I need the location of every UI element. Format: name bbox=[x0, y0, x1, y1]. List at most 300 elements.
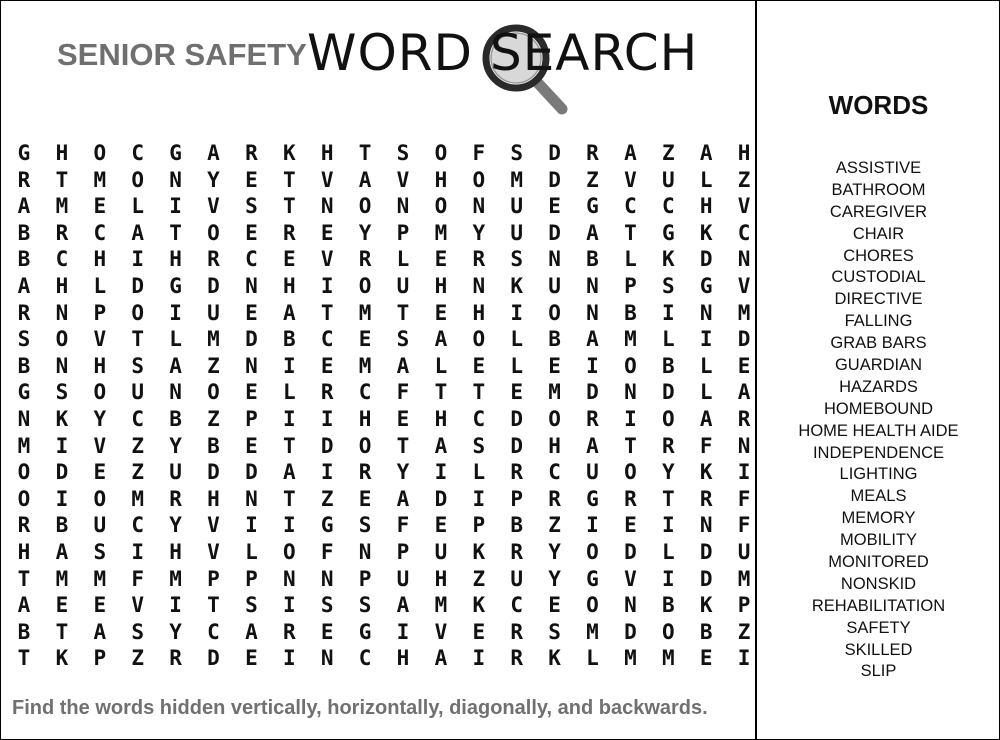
grid-letter[interactable]: M bbox=[358, 353, 372, 378]
grid-letter[interactable]: N bbox=[358, 540, 372, 564]
grid-letter[interactable]: U bbox=[169, 460, 182, 485]
grid-letter[interactable]: K bbox=[661, 247, 675, 272]
grid-letter[interactable]: K bbox=[55, 646, 69, 671]
grid-letter[interactable]: V bbox=[131, 593, 145, 618]
grid-letter[interactable]: L bbox=[245, 540, 258, 564]
grid-letter[interactable]: A bbox=[624, 141, 637, 165]
grid-letter[interactable]: L bbox=[396, 247, 410, 272]
grid-letter[interactable]: A bbox=[17, 274, 31, 298]
grid-letter[interactable]: O bbox=[93, 141, 107, 165]
grid-letter[interactable]: D bbox=[548, 220, 561, 245]
grid-letter[interactable]: O bbox=[472, 327, 486, 352]
grid-letter[interactable]: R bbox=[699, 486, 713, 511]
grid-letter[interactable]: E bbox=[548, 194, 561, 219]
grid-letter[interactable]: T bbox=[624, 220, 637, 245]
grid-letter[interactable]: S bbox=[358, 513, 372, 538]
grid-letter[interactable]: I bbox=[282, 513, 296, 538]
grid-letter[interactable]: D bbox=[624, 619, 637, 644]
grid-letter[interactable]: I bbox=[320, 274, 334, 298]
grid-letter[interactable]: I bbox=[169, 593, 182, 618]
grid-letter[interactable]: T bbox=[396, 300, 410, 325]
grid-letter[interactable]: R bbox=[472, 247, 486, 272]
grid-letter[interactable]: L bbox=[661, 327, 675, 352]
grid-letter[interactable]: Y bbox=[661, 460, 675, 485]
grid-letter[interactable]: C bbox=[510, 593, 524, 618]
grid-letter[interactable]: N bbox=[737, 433, 751, 458]
grid-letter[interactable]: B bbox=[169, 407, 182, 431]
grid-letter[interactable]: U bbox=[586, 460, 599, 485]
grid-letter[interactable]: O bbox=[17, 486, 31, 511]
grid-letter[interactable]: V bbox=[396, 167, 410, 192]
grid-letter[interactable]: N bbox=[245, 353, 258, 378]
grid-letter[interactable]: E bbox=[245, 220, 258, 245]
grid-letter[interactable]: O bbox=[358, 194, 372, 219]
grid-letter[interactable]: E bbox=[93, 460, 107, 485]
grid-letter[interactable]: C bbox=[320, 327, 334, 352]
grid-letter[interactable]: M bbox=[131, 486, 145, 511]
grid-letter[interactable]: L bbox=[699, 353, 713, 378]
grid-letter[interactable]: T bbox=[17, 566, 31, 591]
grid-letter[interactable]: N bbox=[282, 566, 296, 591]
grid-letter[interactable]: O bbox=[661, 619, 675, 644]
grid-letter[interactable]: U bbox=[661, 167, 675, 192]
grid-letter[interactable]: Z bbox=[131, 433, 145, 458]
grid-letter[interactable]: O bbox=[434, 141, 448, 165]
grid-letter[interactable]: E bbox=[510, 380, 524, 405]
grid-letter[interactable]: A bbox=[131, 220, 145, 245]
grid-letter[interactable]: U bbox=[510, 566, 524, 591]
grid-letter[interactable]: C bbox=[207, 619, 220, 644]
grid-letter[interactable]: M bbox=[624, 646, 637, 671]
grid-letter[interactable]: M bbox=[510, 167, 524, 192]
grid-letter[interactable]: O bbox=[358, 433, 372, 458]
grid-letter[interactable]: R bbox=[17, 513, 31, 538]
grid-letter[interactable]: R bbox=[624, 486, 637, 511]
grid-letter[interactable]: E bbox=[472, 619, 486, 644]
grid-letter[interactable]: O bbox=[548, 300, 561, 325]
grid-letter[interactable]: O bbox=[624, 460, 637, 485]
grid-letter[interactable]: R bbox=[737, 407, 751, 431]
grid-letter[interactable]: T bbox=[434, 380, 448, 405]
grid-letter[interactable]: D bbox=[737, 327, 751, 352]
grid-letter[interactable]: Y bbox=[93, 407, 107, 431]
grid-letter[interactable]: H bbox=[55, 141, 69, 165]
grid-letter[interactable]: I bbox=[169, 194, 182, 219]
grid-letter[interactable]: K bbox=[510, 274, 524, 298]
grid-letter[interactable]: M bbox=[548, 380, 561, 405]
grid-letter[interactable]: F bbox=[472, 141, 486, 165]
grid-letter[interactable]: L bbox=[93, 274, 107, 298]
grid-letter[interactable]: I bbox=[282, 593, 296, 618]
grid-letter[interactable]: M bbox=[169, 566, 182, 591]
grid-letter[interactable]: A bbox=[699, 141, 713, 165]
grid-letter[interactable]: E bbox=[358, 486, 372, 511]
grid-letter[interactable]: H bbox=[93, 353, 107, 378]
grid-letter[interactable]: E bbox=[434, 300, 448, 325]
grid-letter[interactable]: Y bbox=[548, 566, 561, 591]
grid-letter[interactable]: E bbox=[434, 247, 448, 272]
grid-letter[interactable]: G bbox=[17, 141, 31, 165]
grid-letter[interactable]: A bbox=[282, 300, 296, 325]
grid-letter[interactable]: V bbox=[207, 194, 220, 219]
grid-letter[interactable]: Y bbox=[472, 220, 486, 245]
grid-letter[interactable]: E bbox=[699, 646, 713, 671]
grid-letter[interactable]: E bbox=[396, 407, 410, 431]
grid-letter[interactable]: O bbox=[93, 380, 107, 405]
grid-letter[interactable]: D bbox=[245, 460, 258, 485]
grid-letter[interactable]: Z bbox=[207, 407, 220, 431]
grid-letter[interactable]: C bbox=[358, 646, 372, 671]
grid-letter[interactable]: A bbox=[282, 460, 296, 485]
grid-letter[interactable]: M bbox=[624, 327, 637, 352]
grid-letter[interactable]: P bbox=[472, 513, 486, 538]
grid-letter[interactable]: D bbox=[207, 274, 220, 298]
grid-letter[interactable]: V bbox=[93, 433, 107, 458]
grid-letter[interactable]: A bbox=[55, 540, 69, 564]
grid-letter[interactable]: D bbox=[207, 646, 220, 671]
grid-letter[interactable]: Y bbox=[207, 167, 220, 192]
grid-letter[interactable]: C bbox=[55, 247, 69, 272]
grid-letter[interactable]: A bbox=[434, 433, 448, 458]
grid-letter[interactable]: V bbox=[624, 566, 637, 591]
grid-letter[interactable]: S bbox=[17, 327, 31, 352]
grid-letter[interactable]: A bbox=[396, 486, 410, 511]
grid-letter[interactable]: S bbox=[55, 380, 69, 405]
grid-letter[interactable]: O bbox=[131, 167, 145, 192]
grid-letter[interactable]: O bbox=[131, 300, 145, 325]
grid-letter[interactable]: E bbox=[93, 194, 107, 219]
grid-letter[interactable]: A bbox=[586, 433, 599, 458]
grid-letter[interactable]: N bbox=[586, 300, 599, 325]
grid-letter[interactable]: F bbox=[699, 433, 713, 458]
grid-letter[interactable]: B bbox=[17, 220, 31, 245]
grid-letter[interactable]: K bbox=[699, 220, 713, 245]
grid-letter[interactable]: B bbox=[282, 327, 296, 352]
grid-letter[interactable]: L bbox=[510, 327, 524, 352]
grid-letter[interactable]: M bbox=[207, 327, 220, 352]
grid-letter[interactable]: E bbox=[245, 380, 258, 405]
grid-letter[interactable]: C bbox=[472, 407, 486, 431]
grid-letter[interactable]: B bbox=[661, 353, 675, 378]
grid-letter[interactable]: D bbox=[320, 433, 334, 458]
grid-letter[interactable]: K bbox=[699, 460, 713, 485]
grid-letter[interactable]: Z bbox=[472, 566, 486, 591]
grid-letter[interactable]: N bbox=[624, 593, 637, 618]
grid-letter[interactable]: B bbox=[624, 300, 637, 325]
grid-letter[interactable]: M bbox=[17, 433, 31, 458]
grid-letter[interactable]: K bbox=[55, 407, 69, 431]
grid-letter[interactable]: C bbox=[737, 220, 751, 245]
grid-letter[interactable]: I bbox=[624, 407, 637, 431]
grid-letter[interactable]: I bbox=[245, 513, 258, 538]
grid-letter[interactable]: A bbox=[434, 646, 448, 671]
grid-letter[interactable]: U bbox=[548, 274, 561, 298]
grid-letter[interactable]: I bbox=[661, 513, 675, 538]
grid-letter[interactable]: C bbox=[661, 194, 675, 219]
grid-letter[interactable]: P bbox=[207, 566, 220, 591]
grid-letter[interactable]: V bbox=[320, 167, 334, 192]
grid-letter[interactable]: I bbox=[131, 247, 145, 272]
grid-letter[interactable]: G bbox=[169, 141, 182, 165]
grid-letter[interactable]: I bbox=[661, 566, 675, 591]
grid-letter[interactable]: N bbox=[169, 380, 182, 405]
grid-letter[interactable]: M bbox=[55, 566, 69, 591]
grid-letter[interactable]: H bbox=[699, 194, 713, 219]
grid-letter[interactable]: K bbox=[472, 593, 486, 618]
grid-letter[interactable]: N bbox=[396, 194, 410, 219]
grid-letter[interactable]: N bbox=[699, 300, 713, 325]
grid-letter[interactable]: B bbox=[699, 619, 713, 644]
grid-letter[interactable]: E bbox=[245, 167, 258, 192]
grid-letter[interactable]: E bbox=[320, 220, 334, 245]
grid-letter[interactable]: A bbox=[586, 220, 599, 245]
grid-letter[interactable]: E bbox=[548, 353, 561, 378]
grid-letter[interactable]: T bbox=[320, 300, 334, 325]
grid-letter[interactable]: N bbox=[737, 247, 751, 272]
grid-letter[interactable]: T bbox=[282, 433, 296, 458]
grid-letter[interactable]: U bbox=[396, 274, 410, 298]
grid-letter[interactable]: D bbox=[699, 566, 713, 591]
grid-letter[interactable]: S bbox=[661, 274, 675, 298]
grid-letter[interactable]: S bbox=[472, 433, 486, 458]
grid-letter[interactable]: H bbox=[548, 433, 561, 458]
grid-letter[interactable]: R bbox=[207, 247, 220, 272]
grid-letter[interactable]: R bbox=[510, 460, 524, 485]
grid-letter[interactable]: S bbox=[510, 247, 524, 272]
grid-letter[interactable]: I bbox=[472, 646, 486, 671]
grid-letter[interactable]: N bbox=[624, 380, 637, 405]
grid-letter[interactable]: S bbox=[245, 194, 258, 219]
grid-letter[interactable]: U bbox=[131, 380, 145, 405]
grid-letter[interactable]: G bbox=[586, 566, 599, 591]
grid-letter[interactable]: E bbox=[358, 327, 372, 352]
grid-letter[interactable]: E bbox=[245, 300, 258, 325]
grid-letter[interactable]: T bbox=[17, 646, 31, 671]
grid-letter[interactable]: L bbox=[661, 540, 675, 564]
grid-letter[interactable]: I bbox=[282, 646, 296, 671]
grid-letter[interactable]: H bbox=[358, 407, 372, 431]
grid-letter[interactable]: D bbox=[510, 407, 524, 431]
grid-letter[interactable]: N bbox=[472, 274, 486, 298]
grid-letter[interactable]: P bbox=[396, 220, 410, 245]
grid-letter[interactable]: I bbox=[169, 300, 182, 325]
grid-letter[interactable]: E bbox=[245, 433, 258, 458]
grid-letter[interactable]: R bbox=[586, 407, 599, 431]
grid-letter[interactable]: V bbox=[207, 513, 220, 538]
grid-letter[interactable]: O bbox=[93, 486, 107, 511]
grid-letter[interactable]: E bbox=[737, 353, 751, 378]
grid-letter[interactable]: B bbox=[17, 247, 31, 272]
grid-letter[interactable]: L bbox=[169, 327, 182, 352]
grid-letter[interactable]: Y bbox=[358, 220, 372, 245]
grid-letter[interactable]: S bbox=[320, 593, 334, 618]
grid-letter[interactable]: D bbox=[548, 141, 561, 165]
grid-letter[interactable]: I bbox=[55, 433, 69, 458]
grid-letter[interactable]: U bbox=[93, 513, 107, 538]
grid-letter[interactable]: K bbox=[548, 646, 561, 671]
grid-letter[interactable]: L bbox=[699, 380, 713, 405]
grid-letter[interactable]: M bbox=[661, 646, 675, 671]
grid-letter[interactable]: O bbox=[282, 540, 296, 564]
grid-letter[interactable]: I bbox=[282, 407, 296, 431]
grid-letter[interactable]: A bbox=[396, 353, 410, 378]
grid-letter[interactable]: O bbox=[472, 167, 486, 192]
grid-letter[interactable]: B bbox=[17, 353, 31, 378]
grid-letter[interactable]: S bbox=[548, 619, 561, 644]
grid-letter[interactable]: A bbox=[169, 353, 182, 378]
grid-letter[interactable]: H bbox=[396, 646, 410, 671]
grid-letter[interactable]: A bbox=[699, 407, 713, 431]
grid-letter[interactable]: M bbox=[434, 593, 448, 618]
grid-letter[interactable]: O bbox=[55, 327, 69, 352]
grid-letter[interactable]: D bbox=[586, 380, 599, 405]
grid-letter[interactable]: R bbox=[282, 619, 296, 644]
grid-letter[interactable]: G bbox=[358, 619, 372, 644]
grid-letter[interactable]: D bbox=[245, 327, 258, 352]
grid-letter[interactable]: N bbox=[320, 646, 334, 671]
grid-letter[interactable]: E bbox=[472, 353, 486, 378]
grid-letter[interactable]: S bbox=[131, 619, 145, 644]
grid-letter[interactable]: H bbox=[207, 486, 220, 511]
grid-letter[interactable]: O bbox=[434, 194, 448, 219]
grid-letter[interactable]: N bbox=[245, 274, 258, 298]
grid-letter[interactable]: U bbox=[510, 194, 524, 219]
grid-letter[interactable]: H bbox=[55, 274, 69, 298]
grid-letter[interactable]: C bbox=[93, 220, 107, 245]
grid-letter[interactable]: Z bbox=[737, 167, 751, 192]
grid-letter[interactable]: I bbox=[320, 407, 334, 431]
grid-letter[interactable]: E bbox=[93, 593, 107, 618]
grid-letter[interactable]: I bbox=[55, 486, 69, 511]
grid-letter[interactable]: N bbox=[55, 353, 69, 378]
grid-letter[interactable]: O bbox=[207, 220, 220, 245]
grid-letter[interactable]: D bbox=[55, 460, 69, 485]
grid-letter[interactable]: C bbox=[624, 194, 637, 219]
grid-letter[interactable]: M bbox=[737, 300, 751, 325]
grid-letter[interactable]: V bbox=[434, 619, 448, 644]
grid-letter[interactable]: M bbox=[93, 566, 107, 591]
grid-letter[interactable]: B bbox=[17, 619, 31, 644]
grid-letter[interactable]: G bbox=[699, 274, 713, 298]
grid-letter[interactable]: R bbox=[17, 167, 31, 192]
grid-letter[interactable]: D bbox=[624, 540, 637, 564]
grid-letter[interactable]: E bbox=[55, 593, 69, 618]
grid-letter[interactable]: K bbox=[699, 593, 713, 618]
grid-letter[interactable]: A bbox=[207, 141, 220, 165]
grid-letter[interactable]: L bbox=[282, 380, 296, 405]
grid-letter[interactable]: K bbox=[282, 141, 296, 165]
grid-letter[interactable]: A bbox=[93, 619, 107, 644]
grid-letter[interactable]: A bbox=[17, 194, 31, 219]
grid-letter[interactable]: D bbox=[699, 540, 713, 564]
grid-letter[interactable]: P bbox=[737, 593, 751, 618]
grid-letter[interactable]: H bbox=[169, 247, 182, 272]
grid-letter[interactable]: O bbox=[358, 274, 372, 298]
grid-letter[interactable]: R bbox=[282, 220, 296, 245]
grid-letter[interactable]: P bbox=[358, 566, 372, 591]
grid-letter[interactable]: B bbox=[55, 513, 69, 538]
grid-letter[interactable]: R bbox=[245, 141, 258, 165]
grid-letter[interactable]: H bbox=[737, 141, 751, 165]
grid-letter[interactable]: E bbox=[548, 593, 561, 618]
grid-letter[interactable]: N bbox=[169, 167, 182, 192]
grid-letter[interactable]: V bbox=[737, 194, 751, 219]
grid-letter[interactable]: F bbox=[737, 513, 751, 538]
grid-letter[interactable]: I bbox=[737, 460, 751, 485]
grid-letter[interactable]: P bbox=[245, 566, 258, 591]
grid-letter[interactable]: C bbox=[245, 247, 258, 272]
grid-letter[interactable]: C bbox=[358, 380, 372, 405]
grid-letter[interactable]: H bbox=[93, 247, 107, 272]
grid-letter[interactable]: F bbox=[131, 566, 145, 591]
grid-letter[interactable]: T bbox=[624, 433, 637, 458]
grid-letter[interactable]: H bbox=[434, 274, 448, 298]
grid-letter[interactable]: E bbox=[624, 513, 637, 538]
grid-letter[interactable]: M bbox=[358, 300, 372, 325]
grid-letter[interactable]: Z bbox=[586, 167, 599, 192]
grid-letter[interactable]: P bbox=[245, 407, 258, 431]
grid-letter[interactable]: K bbox=[472, 540, 486, 564]
grid-letter[interactable]: Y bbox=[169, 513, 182, 538]
grid-letter[interactable]: E bbox=[320, 353, 334, 378]
grid-letter[interactable]: P bbox=[396, 540, 410, 564]
grid-letter[interactable]: U bbox=[434, 540, 448, 564]
grid-letter[interactable]: T bbox=[169, 220, 182, 245]
grid-letter[interactable]: S bbox=[396, 141, 410, 165]
grid-letter[interactable]: L bbox=[472, 460, 486, 485]
grid-letter[interactable]: V bbox=[320, 247, 334, 272]
grid-letter[interactable]: D bbox=[207, 460, 220, 485]
grid-letter[interactable]: D bbox=[661, 380, 675, 405]
grid-letter[interactable]: T bbox=[358, 141, 372, 165]
grid-letter[interactable]: I bbox=[434, 460, 448, 485]
grid-letter[interactable]: T bbox=[396, 433, 410, 458]
grid-letter[interactable]: U bbox=[737, 540, 751, 564]
grid-letter[interactable]: C bbox=[548, 460, 561, 485]
grid-letter[interactable]: L bbox=[586, 646, 599, 671]
grid-letter[interactable]: D bbox=[131, 274, 145, 298]
grid-letter[interactable]: E bbox=[320, 619, 334, 644]
grid-letter[interactable]: R bbox=[358, 460, 372, 485]
grid-letter[interactable]: H bbox=[434, 167, 448, 192]
grid-letter[interactable]: I bbox=[699, 327, 713, 352]
grid-letter[interactable]: N bbox=[55, 300, 69, 325]
grid-letter[interactable]: Y bbox=[169, 619, 182, 644]
grid-letter[interactable]: L bbox=[510, 353, 524, 378]
grid-letter[interactable]: E bbox=[434, 513, 448, 538]
grid-letter[interactable]: D bbox=[548, 167, 561, 192]
grid-letter[interactable]: F bbox=[737, 486, 751, 511]
grid-letter[interactable]: S bbox=[358, 593, 372, 618]
grid-letter[interactable]: F bbox=[320, 540, 334, 564]
grid-letter[interactable]: B bbox=[661, 593, 675, 618]
grid-letter[interactable]: O bbox=[586, 593, 599, 618]
grid-letter[interactable]: U bbox=[207, 300, 220, 325]
grid-letter[interactable]: R bbox=[17, 300, 31, 325]
grid-letter[interactable]: R bbox=[510, 540, 524, 564]
grid-letter[interactable]: I bbox=[586, 353, 599, 378]
grid-letter[interactable]: B bbox=[548, 327, 561, 352]
grid-letter[interactable]: F bbox=[396, 513, 410, 538]
grid-letter[interactable]: S bbox=[245, 593, 258, 618]
grid-letter[interactable]: S bbox=[131, 353, 145, 378]
grid-letter[interactable]: Z bbox=[320, 486, 334, 511]
grid-letter[interactable]: V bbox=[207, 540, 220, 564]
grid-letter[interactable]: L bbox=[624, 247, 637, 272]
grid-letter[interactable]: A bbox=[396, 593, 410, 618]
grid-letter[interactable]: H bbox=[434, 407, 448, 431]
grid-letter[interactable]: N bbox=[472, 194, 486, 219]
